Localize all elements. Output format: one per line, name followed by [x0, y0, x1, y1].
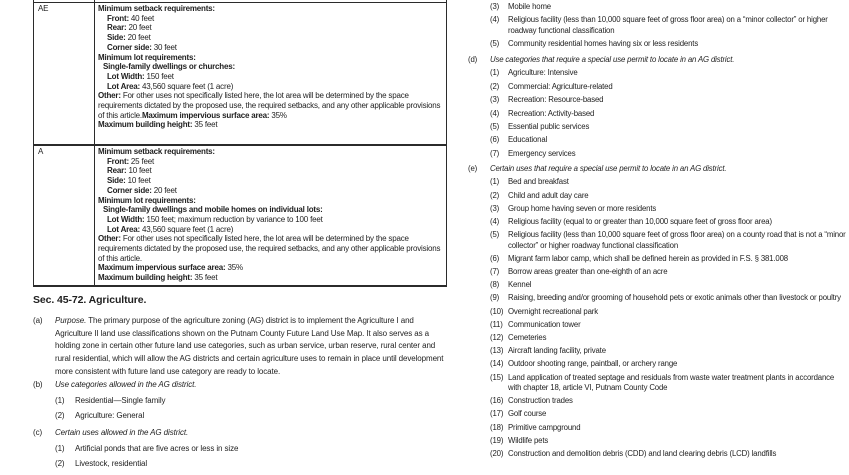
list-item [468, 307, 846, 317]
text-run: Residential—Single family [75, 395, 166, 405]
item-number [55, 458, 75, 471]
text-run: 25 feet [128, 156, 154, 166]
text-run: (1) [55, 443, 65, 453]
section-heading: Sec. 45-72. Agriculture. [33, 294, 147, 306]
list-item [468, 149, 846, 159]
text-run: Use categories that require a special use permit to locate in an AG district. [490, 55, 735, 64]
text-run: Maximum building height: [98, 120, 193, 130]
text-run: Lot Width: [107, 71, 145, 81]
paragraph-body [55, 315, 449, 379]
text-run: Commercial: Agriculture-related [508, 81, 613, 91]
list-item [468, 267, 846, 277]
text-run: 150 feet; maximum reduction by variance to 100 feet [144, 214, 323, 224]
text-run: 43,560 square feet (1 acre) [140, 81, 234, 91]
text-run: (e) [468, 164, 478, 173]
text-run: Corner side: [107, 185, 152, 195]
text-run: Livestock, residential [75, 459, 148, 469]
item-text [508, 320, 846, 330]
text-run: For other uses not specifically listed here, the lot area will be determined by the space requirements dictated by the proposed use, the required setbacks, and any other applicable provisions of this article. [98, 91, 441, 120]
item-number [490, 409, 508, 419]
list-item [468, 217, 846, 227]
table-line [98, 273, 443, 283]
item-number [490, 2, 508, 12]
item-text [508, 280, 846, 290]
list-item [468, 346, 846, 356]
requirements-cell [94, 3, 446, 144]
item-text [508, 230, 846, 251]
text-run: Land application of treated septage and residuals from waste water treatment plants in accordance with chapter 18, article VI, Putnam County Code [508, 372, 835, 393]
text-run: Certain uses that require a special use permit to locate in an AG district. [490, 164, 727, 173]
item-text [508, 396, 846, 406]
text-run: (3) [490, 203, 500, 213]
text-run: Bed and breakfast [508, 177, 569, 187]
item-text [508, 423, 846, 433]
item-text [508, 135, 846, 145]
table-line [98, 91, 443, 120]
text-run: (6) [490, 253, 500, 263]
table-line [98, 147, 443, 157]
right-column-section-e [468, 164, 846, 462]
text-run: 20 feet [126, 23, 152, 33]
item-text [508, 436, 846, 446]
text-run: 35 feet [192, 273, 218, 283]
text-run: Religious facility (less than 10,000 square feet of gross floor area) on a county road that is not a “minor collector” or higher roadway functional classification [508, 230, 846, 250]
text-run: A [38, 147, 44, 156]
right-column-continuation-items [468, 2, 846, 53]
table-line [98, 196, 443, 206]
table-line [98, 166, 443, 176]
text-run: 10 feet [125, 176, 151, 186]
text-run: For other uses not specifically listed here, the lot area will be determined by the space requirements dictated by the proposed use, the required setbacks, and any other applicable provisions of this article. [98, 234, 441, 263]
paragraph-b-use-categories [33, 379, 449, 423]
item-number [490, 39, 508, 49]
item-number [490, 293, 508, 303]
text-run: 10 feet [126, 166, 152, 176]
text-run: Minimum setback requirements: [98, 4, 215, 13]
list-item [468, 254, 846, 264]
text-run: (16) [490, 396, 504, 406]
table-line [98, 72, 443, 82]
text-run: 35 feet [192, 120, 218, 130]
text-run: Agriculture: General [75, 411, 145, 421]
text-run: (20) [490, 449, 504, 459]
text-run: Rear: [107, 166, 127, 176]
table-row [34, 3, 446, 144]
text-run: Lot Width: [107, 214, 145, 224]
text-run: Community residential homes having six or less residents [508, 39, 699, 49]
text-run: Migrant farm labor camp, which shall be defined herein as provided in F.S. § 381.008 [508, 253, 788, 263]
text-run: Maximum impervious surface area: [98, 263, 226, 273]
item-number [490, 436, 508, 446]
text-run: Borrow areas greater than one-eighth of an acre [508, 267, 668, 277]
text-run: 35% [225, 263, 243, 273]
subsection-head [468, 164, 846, 174]
paragraph-head [33, 379, 449, 392]
text-run: (12) [490, 333, 504, 343]
text-run: (d) [468, 55, 478, 64]
table-line [98, 23, 443, 33]
item-number [490, 320, 508, 330]
text-run: (5) [490, 122, 500, 132]
text-run: Religious facility (less than 10,000 square feet of gross floor area) on a “minor collector” or higher roadway functional classification [508, 15, 828, 35]
text-run: (1) [490, 177, 500, 187]
paragraph-body [55, 379, 449, 392]
list-item [468, 68, 846, 78]
table-line [98, 53, 443, 63]
text-run: Rear: [107, 23, 127, 33]
item-text [508, 267, 846, 277]
item-text [75, 395, 449, 408]
item-number [55, 443, 75, 456]
text-run: (5) [490, 39, 500, 49]
text-run: 35% [269, 110, 287, 120]
text-run: Other: [98, 91, 121, 101]
text-run: Lot Area: [107, 81, 141, 91]
item-number [490, 204, 508, 214]
list-item [468, 135, 846, 145]
subsection-label [468, 164, 490, 174]
text-run: Purpose. [55, 316, 87, 325]
list-item [468, 359, 846, 369]
paragraph-head [33, 427, 449, 440]
paragraph-body [55, 427, 449, 440]
right-column-section-d [468, 55, 846, 162]
text-run: (2) [55, 459, 65, 469]
item-text [508, 293, 846, 303]
list-item [33, 443, 449, 456]
text-run: Communication tower [508, 319, 581, 329]
text-run: (2) [490, 190, 500, 200]
table-body [34, 3, 446, 285]
list-item [468, 436, 846, 446]
list-item [468, 109, 846, 119]
item-text [508, 39, 846, 49]
text-run: Corner side: [107, 42, 152, 52]
text-run: (2) [55, 411, 65, 421]
text-run: (1) [55, 395, 65, 405]
item-text [508, 177, 846, 187]
item-number [490, 373, 508, 394]
item-number [490, 149, 508, 159]
text-run: (6) [490, 135, 500, 145]
text-run: Wildlife pets [508, 435, 549, 445]
item-text [508, 2, 846, 12]
text-run: Cemeteries [508, 333, 547, 343]
text-run: Minimum setback requirements: [98, 147, 215, 156]
text-run: Front: [107, 156, 129, 166]
text-run: Emergency services [508, 148, 576, 158]
item-number [55, 395, 75, 408]
text-run: (10) [490, 306, 504, 316]
list-item [468, 449, 846, 459]
requirements-cell [94, 146, 446, 285]
item-text [508, 191, 846, 201]
text-run: (19) [490, 435, 504, 445]
list-item [468, 15, 846, 36]
list-item [468, 333, 846, 343]
item-number [490, 68, 508, 78]
item-number [490, 15, 508, 36]
text-run: Agriculture: Intensive [508, 68, 578, 78]
table-line [98, 120, 443, 130]
text-run: (1) [490, 68, 500, 78]
text-run: Construction and demolition debris (CDD) and land clearing debris (LCD) landfills [508, 449, 777, 459]
text-run: Group home having seven or more residents [508, 203, 657, 213]
text-run: (13) [490, 346, 504, 356]
item-number [490, 177, 508, 187]
table-line [98, 62, 443, 72]
item-text [508, 217, 846, 227]
text-run: Kennel [508, 280, 532, 290]
list-item [468, 122, 846, 132]
text-run: (15) [490, 372, 504, 382]
list-item [33, 395, 449, 408]
text-run: 30 feet [151, 42, 177, 52]
item-text [508, 307, 846, 317]
item-text [508, 68, 846, 78]
item-text [508, 149, 846, 159]
text-run: (4) [490, 108, 500, 118]
list-item [468, 230, 846, 251]
paragraph-a-purpose [33, 315, 449, 379]
item-text [508, 82, 846, 92]
text-run: (14) [490, 359, 504, 369]
text-run: Educational [508, 135, 548, 145]
text-run: Artificial ponds that are five acres or less in size [75, 443, 239, 453]
item-number [490, 191, 508, 201]
text-run: Front: [107, 13, 129, 23]
item-number [490, 95, 508, 105]
paragraph-label [33, 315, 55, 379]
table-line [98, 186, 443, 196]
table-line [98, 157, 443, 167]
table-line [98, 234, 443, 263]
list-item [33, 458, 449, 471]
item-number [490, 423, 508, 433]
item-text [508, 122, 846, 132]
subsection-title [490, 55, 846, 65]
item-text [508, 333, 846, 343]
item-text [508, 373, 846, 394]
item-number [490, 122, 508, 132]
item-text [508, 109, 846, 119]
paragraph-label [33, 379, 55, 392]
item-number [490, 109, 508, 119]
list-item [468, 177, 846, 187]
text-run: 43,560 square feet (1 acre) [140, 224, 234, 234]
text-run: (5) [490, 230, 500, 240]
text-run: Outdoor shooting range, paintball, or archery range [508, 359, 678, 369]
item-number [490, 307, 508, 317]
text-run: Other: [98, 234, 121, 244]
text-run: Single-family dwellings and mobile homes on individual lots: [103, 205, 323, 215]
zoning-dimensions-table [33, 0, 447, 287]
text-run: Aircraft landing facility, private [508, 346, 606, 356]
text-run: Primitive campground [508, 422, 581, 432]
text-run: Side: [107, 33, 126, 43]
item-text [508, 449, 846, 459]
table-line [98, 215, 443, 225]
subsection-label [468, 55, 490, 65]
item-text [508, 409, 846, 419]
subsection-title [490, 164, 846, 174]
item-number [490, 267, 508, 277]
list-item [468, 373, 846, 394]
paragraph-label [33, 427, 55, 440]
item-text [75, 458, 449, 471]
table-line [98, 82, 443, 92]
item-number [490, 82, 508, 92]
item-number [490, 449, 508, 459]
table-line [98, 14, 443, 24]
text-run: Lot Area: [107, 224, 141, 234]
text-run: Use categories allowed in the AG district. [55, 380, 197, 389]
text-run: (b) [33, 380, 43, 389]
paragraph-head [33, 315, 449, 379]
list-item [468, 204, 846, 214]
text-run: 40 feet [128, 13, 154, 23]
item-number [490, 359, 508, 369]
text-run: Maximum building height: [98, 273, 193, 283]
item-text [508, 15, 846, 36]
list-item [468, 82, 846, 92]
text-run: (8) [490, 280, 500, 290]
list-item [468, 39, 846, 49]
item-number [490, 396, 508, 406]
list-item [468, 2, 846, 12]
item-number [490, 254, 508, 264]
paragraph-c-certain-uses [33, 427, 449, 471]
item-number [490, 135, 508, 145]
table-line [98, 176, 443, 186]
table-line [98, 4, 443, 14]
text-run: Golf course [508, 409, 547, 419]
text-run: (3) [490, 2, 500, 11]
text-run: Essential public services [508, 122, 590, 132]
text-run: (17) [490, 409, 504, 419]
table-line [98, 43, 443, 53]
text-run: Recreation: Resource-based [508, 95, 604, 105]
item-number [490, 217, 508, 227]
item-number [490, 333, 508, 343]
zone-cell [34, 3, 94, 144]
text-run: (2) [490, 81, 500, 91]
list-item [468, 409, 846, 419]
text-run: Raising, breeding and/or grooming of household pets or exotic animals other than livestock or poultry [508, 293, 841, 303]
list-item [33, 410, 449, 423]
text-run: (11) [490, 319, 503, 329]
text-run: 20 feet [125, 33, 151, 43]
text-run: Single-family dwellings or churches: [103, 62, 235, 72]
item-number [490, 230, 508, 251]
text-run: Overnight recreational park [508, 306, 598, 316]
text-run: The primary purpose of the agriculture zoning (AG) district is to implement the Agriculture I and Agriculture II land use classifications shown on the Putnam County Future Land Use Map. It also serves as a holding zone in certain other future land use categories, such as urban service, urban reserve, rural center and rural residential, which will allow the AG districts and certain agriculture uses to remain in place until development more consistent with future land use category are ready to locate. [55, 316, 444, 376]
list-item [468, 191, 846, 201]
text-run: 150 feet [144, 71, 174, 81]
text-run: AE [38, 4, 49, 13]
text-run: (3) [490, 95, 500, 105]
text-run: Religious facility (equal to or greater than 10,000 square feet of gross floor area) [508, 217, 772, 227]
text-run: Minimum lot requirements: [98, 195, 196, 205]
item-number [490, 346, 508, 356]
item-text [75, 410, 449, 423]
table-line [98, 263, 443, 273]
text-run: (4) [490, 217, 500, 227]
item-text [508, 254, 846, 264]
list-item [468, 396, 846, 406]
zone-cell [34, 146, 94, 285]
text-run: (7) [490, 148, 500, 158]
subsection-head [468, 55, 846, 65]
list-item [468, 95, 846, 105]
list-item [468, 280, 846, 290]
table-line [98, 205, 443, 215]
list-item [468, 423, 846, 433]
text-run: 20 feet [151, 185, 177, 195]
text-run: Maximum impervious surface area: [141, 110, 270, 120]
item-text [508, 346, 846, 356]
text-run: (9) [490, 293, 500, 303]
text-run: (4) [490, 15, 500, 25]
item-text [75, 443, 449, 456]
item-number [490, 280, 508, 290]
text-run: Recreation: Activity-based [508, 108, 595, 118]
list-item [468, 320, 846, 330]
text-run: (c) [33, 428, 43, 437]
text-run: (a) [33, 316, 43, 325]
item-text [508, 359, 846, 369]
item-text [508, 204, 846, 214]
list-item [468, 293, 846, 303]
text-run: Minimum lot requirements: [98, 52, 196, 62]
item-number [55, 410, 75, 423]
text-run: Mobile home [508, 2, 551, 11]
text-run: (18) [490, 422, 504, 432]
text-run: Construction trades [508, 396, 573, 406]
table-line [98, 225, 443, 235]
text-run: Certain uses allowed in the AG district. [55, 428, 189, 437]
table-row [34, 144, 446, 285]
item-text [508, 95, 846, 105]
text-run: (7) [490, 267, 500, 277]
table-line [98, 33, 443, 43]
text-run: Child and adult day care [508, 190, 589, 200]
text-run: Side: [107, 176, 126, 186]
